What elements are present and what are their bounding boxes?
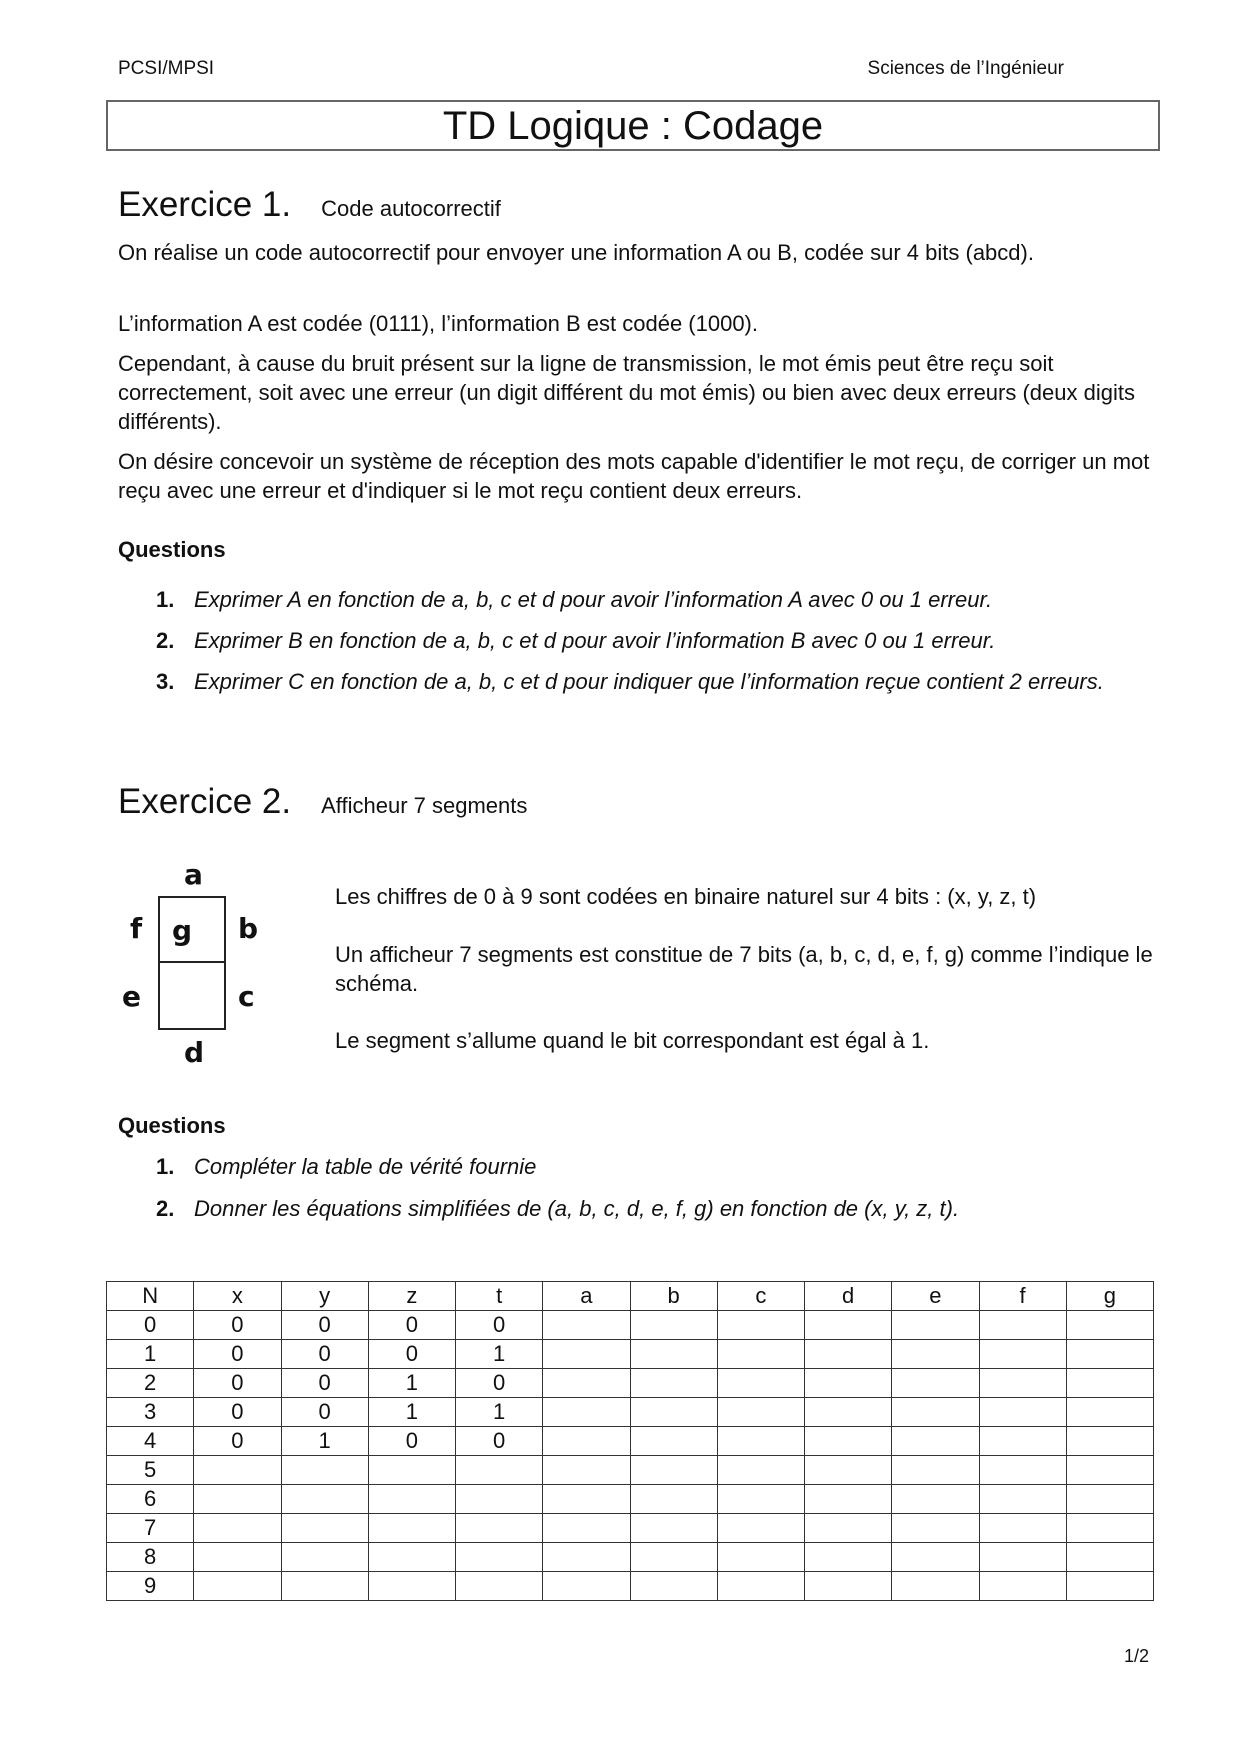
table-cell[interactable] [805,1369,892,1398]
exercise-2-heading [118,782,527,822]
table-cell[interactable] [717,1485,804,1514]
table-cell[interactable] [805,1340,892,1369]
table-cell[interactable] [1066,1369,1153,1398]
table-row [107,1427,1154,1456]
table-cell: 7 [107,1514,194,1543]
question-item [156,1152,1156,1181]
paragraph: On réalise un code autocorrectif pour envoyer une information A ou B, codée sur 4 bits (abcd). [118,240,1034,265]
question-text: Exprimer A en fonction de a, b, c et d pour avoir l’information A avec 0 ou 1 erreur. [194,587,993,612]
table-cell: 0 [194,1369,281,1398]
table-cell[interactable] [805,1543,892,1572]
table-cell[interactable] [979,1543,1066,1572]
column-header: y [281,1282,368,1311]
table-row [107,1398,1154,1427]
table-cell: 6 [107,1485,194,1514]
table-cell[interactable] [543,1427,630,1456]
table-cell[interactable] [979,1398,1066,1427]
table-cell[interactable] [717,1456,804,1485]
paragraph: L’information A est codée (0111), l’information B est codée (1000). [118,311,758,336]
table-cell: 0 [194,1340,281,1369]
header-right: Sciences de l’Ingénieur [867,58,1064,79]
table-cell[interactable] [1066,1427,1153,1456]
table-cell: 0 [281,1340,368,1369]
table-cell[interactable] [717,1572,804,1601]
column-header: d [805,1282,892,1311]
table-row [107,1514,1154,1543]
table-cell: 0 [194,1311,281,1340]
column-header: z [368,1282,455,1311]
table-cell[interactable] [543,1398,630,1427]
table-cell[interactable] [1066,1456,1153,1485]
table-cell: 0 [107,1311,194,1340]
column-header: b [630,1282,717,1311]
table-cell[interactable] [1066,1514,1153,1543]
table-cell[interactable] [717,1398,804,1427]
table-cell [281,1514,368,1543]
table-cell: 0 [456,1311,543,1340]
question-number: 2. [156,1196,175,1221]
table-cell[interactable] [979,1572,1066,1601]
table-cell [368,1543,455,1572]
column-header: e [892,1282,979,1311]
seven-segment-diagram [120,858,280,1073]
table-header-row [107,1282,1154,1311]
table-cell[interactable] [543,1369,630,1398]
table-row [107,1485,1154,1514]
table-cell[interactable] [717,1514,804,1543]
table-cell[interactable] [543,1340,630,1369]
table-cell: 4 [107,1427,194,1456]
table-cell: 0 [194,1398,281,1427]
column-header: f [979,1282,1066,1311]
column-header: N [107,1282,194,1311]
table-cell[interactable] [979,1514,1066,1543]
table-row [107,1572,1154,1601]
table-row [107,1543,1154,1572]
table-cell[interactable] [892,1340,979,1369]
segment-label-g: g [172,914,193,947]
table-cell: 0 [456,1427,543,1456]
table-row [107,1369,1154,1398]
question-item [156,585,1156,614]
paragraph: Les chiffres de 0 à 9 sont codées en binaire naturel sur 4 bits : (x, y, z, t) [335,884,1037,909]
table-cell[interactable] [1066,1311,1153,1340]
table-cell[interactable] [630,1369,717,1398]
table-cell [281,1485,368,1514]
table-cell [368,1456,455,1485]
exercise-2-number: Exercice 2. [118,782,292,821]
table-cell: 0 [456,1369,543,1398]
table-cell[interactable] [630,1456,717,1485]
table-cell: 8 [107,1543,194,1572]
table-cell[interactable] [892,1485,979,1514]
table-cell[interactable] [979,1340,1066,1369]
table-cell[interactable] [805,1456,892,1485]
table-cell[interactable] [630,1427,717,1456]
table-cell [194,1456,281,1485]
table-cell[interactable] [979,1456,1066,1485]
table-cell[interactable] [979,1427,1066,1456]
table-cell[interactable] [717,1543,804,1572]
table-cell[interactable] [543,1456,630,1485]
truth-table [106,1281,1154,1601]
table-cell[interactable] [979,1311,1066,1340]
question-item [156,626,1156,655]
table-cell [194,1572,281,1601]
table-cell[interactable] [717,1369,804,1398]
table-cell: 0 [368,1427,455,1456]
table-cell[interactable] [630,1485,717,1514]
table-cell [281,1572,368,1601]
table-cell: 9 [107,1572,194,1601]
exercise-1-number: Exercice 1. [118,185,292,224]
table-row [107,1340,1154,1369]
column-header: x [194,1282,281,1311]
paragraph: Cependant, à cause du bruit présent sur la ligne de transmission, le mot émis peut être reçu soit correctement, soit avec une erreur (un digit différent du mot émis) ou bien avec deux erreurs (deux digits différents). [118,351,1135,434]
table-cell: 0 [194,1427,281,1456]
segment-label-b: b [238,912,259,945]
table-cell[interactable] [1066,1485,1153,1514]
segment-label-d: d [184,1036,205,1069]
table-cell: 1 [368,1369,455,1398]
table-cell [281,1456,368,1485]
question-number: 2. [156,628,175,653]
column-header: g [1066,1282,1153,1311]
table-cell[interactable] [543,1572,630,1601]
table-row [107,1456,1154,1485]
table-cell[interactable] [717,1311,804,1340]
column-header: a [543,1282,630,1311]
table-cell [456,1543,543,1572]
table-cell: 5 [107,1456,194,1485]
table-cell: 1 [281,1427,368,1456]
table-cell [456,1456,543,1485]
table-cell[interactable] [892,1543,979,1572]
table-cell [368,1572,455,1601]
table-cell[interactable] [892,1398,979,1427]
table-cell[interactable] [805,1398,892,1427]
question-text: Donner les équations simplifiées de (a, b, c, d, e, f, g) en fonction de (x, y, z, t). [194,1196,960,1221]
table-cell[interactable] [805,1485,892,1514]
column-header: c [717,1282,804,1311]
table-cell [194,1543,281,1572]
table-cell [456,1514,543,1543]
questions-heading: Questions [118,537,226,562]
table-cell[interactable] [805,1311,892,1340]
table-cell[interactable] [543,1543,630,1572]
table-cell[interactable] [979,1369,1066,1398]
table-cell [456,1485,543,1514]
table-cell: 1 [456,1340,543,1369]
page-number: 1/2 [1124,1646,1150,1666]
segment-label-e: e [122,980,141,1013]
questions-heading: Questions [118,1113,226,1138]
table-cell[interactable] [892,1369,979,1398]
table-cell[interactable] [1066,1398,1153,1427]
table-cell[interactable] [543,1311,630,1340]
table-cell[interactable] [543,1485,630,1514]
table-cell [194,1485,281,1514]
table-cell[interactable] [979,1485,1066,1514]
segment-divider [158,961,226,963]
table-cell: 0 [281,1398,368,1427]
table-cell: 1 [107,1340,194,1369]
question-text: Exprimer B en fonction de a, b, c et d pour avoir l’information B avec 0 ou 1 erreur. [194,628,996,653]
question-text: Compléter la table de vérité fournie [194,1154,537,1179]
table-cell: 1 [368,1398,455,1427]
page-title: TD Logique : Codage [106,100,1160,151]
paragraph: On désire concevoir un système de réception des mots capable d'identifier le mot reçu, de corriger un mot reçu avec une erreur et d'indiquer si le mot reçu contient deux erreurs. [118,449,1150,503]
table-cell [456,1572,543,1601]
table-cell: 0 [281,1311,368,1340]
table-cell[interactable] [630,1514,717,1543]
table-cell: 0 [368,1340,455,1369]
exercise-1-subtitle: Code autocorrectif [321,196,501,221]
table-cell[interactable] [892,1514,979,1543]
column-header: t [456,1282,543,1311]
paragraph: Un afficheur 7 segments est constitue de 7 bits (a, b, c, d, e, f, g) comme l’indique le schéma. [335,942,1153,996]
table-cell[interactable] [892,1427,979,1456]
table-cell [368,1514,455,1543]
table-cell[interactable] [630,1572,717,1601]
table-cell[interactable] [805,1572,892,1601]
question-number: 1. [156,1154,175,1179]
table-cell[interactable] [630,1543,717,1572]
header-left: PCSI/MPSI [118,58,215,79]
table-row [107,1311,1154,1340]
question-item [156,1194,1156,1223]
exercise-1-heading [118,185,501,225]
table-cell: 3 [107,1398,194,1427]
table-cell[interactable] [892,1456,979,1485]
table-cell[interactable] [805,1427,892,1456]
table-cell[interactable] [1066,1572,1153,1601]
table-cell[interactable] [892,1311,979,1340]
question-text: Exprimer C en fonction de a, b, c et d pour indiquer que l’information reçue contient 2 erreurs. [194,669,1104,694]
table-cell: 2 [107,1369,194,1398]
table-cell[interactable] [892,1572,979,1601]
table-cell: 1 [456,1398,543,1427]
paragraph: Le segment s’allume quand le bit correspondant est égal à 1. [335,1028,930,1053]
table-cell[interactable] [630,1398,717,1427]
exercise-2-subtitle: Afficheur 7 segments [321,793,528,818]
question-number: 1. [156,587,175,612]
question-item [156,667,1156,696]
segment-label-a: a [184,858,203,891]
table-cell[interactable] [717,1427,804,1456]
table-cell [194,1514,281,1543]
segment-label-c: c [238,980,255,1013]
table-cell[interactable] [1066,1340,1153,1369]
segment-label-f: f [130,912,143,945]
table-cell [281,1543,368,1572]
table-cell[interactable] [805,1514,892,1543]
question-number: 3. [156,669,175,694]
table-cell [368,1485,455,1514]
table-cell[interactable] [543,1514,630,1543]
table-cell: 0 [281,1369,368,1398]
table-cell[interactable] [1066,1543,1153,1572]
table-cell[interactable] [630,1311,717,1340]
table-cell[interactable] [630,1340,717,1369]
table-cell[interactable] [717,1340,804,1369]
table-cell: 0 [368,1311,455,1340]
